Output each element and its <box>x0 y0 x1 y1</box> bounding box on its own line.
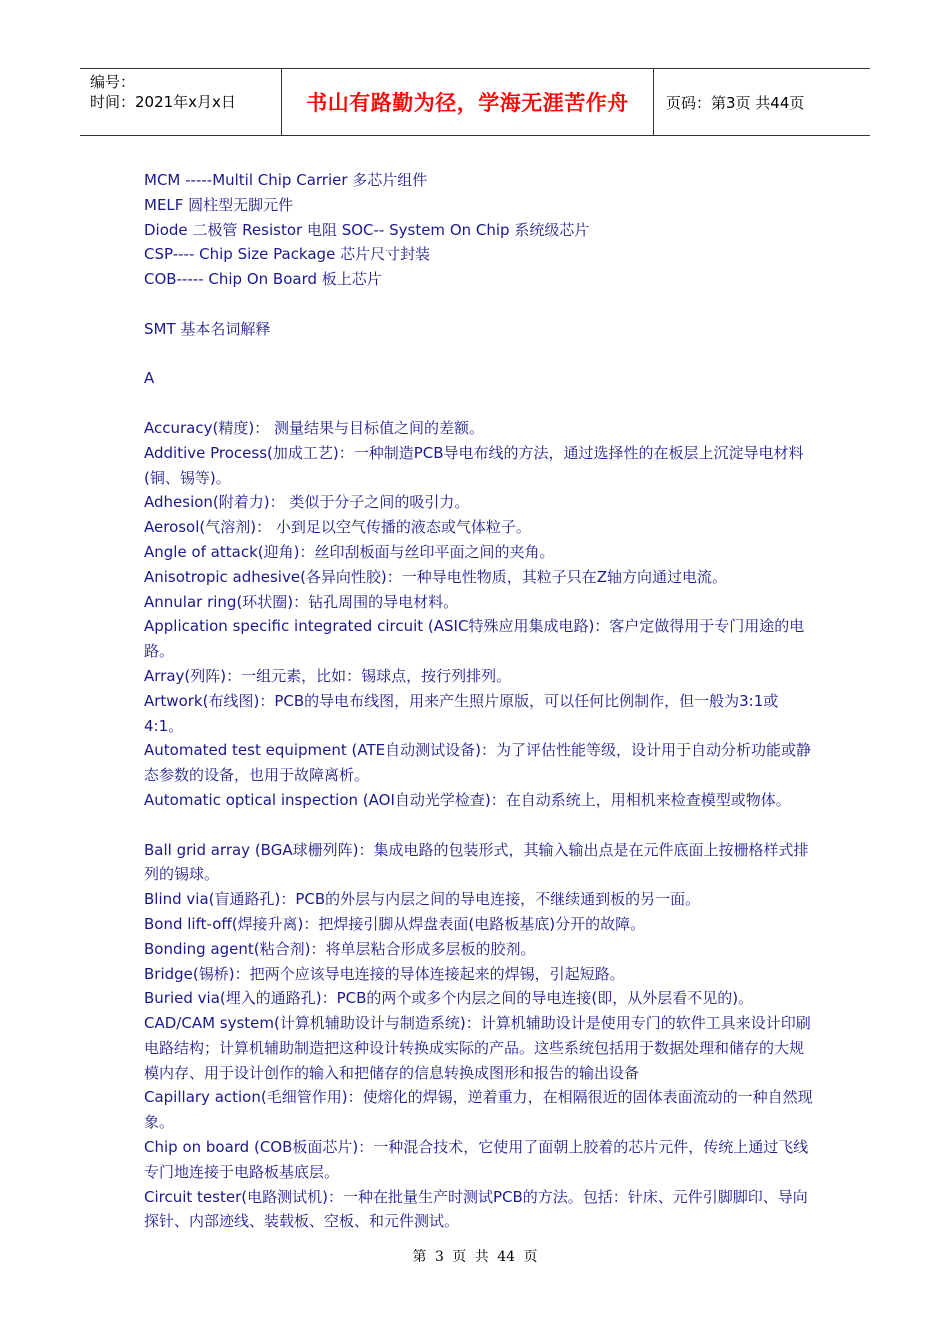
glossary-entry: CAD/CAM system(计算机辅助设计与制造系统)：计算机辅助设计是使用专门的软件工具来设计印刷电路结构；计算机辅助制造把这种设计转换成实际的产品。这些系统包括用于数据处理和储存的大规模内存、用于设计创作的输入和把储存的信息转换成图形和报告的输出设备 <box>144 1014 811 1082</box>
section-title: SMT 基本名词解释 <box>144 319 271 338</box>
document-body <box>144 168 816 1234</box>
glossary-entry: Annular ring(环状圈)：钻孔周围的导电材料。 <box>144 592 459 611</box>
glossary-entry: Buried via(埋入的通路孔)：PCB的两个或多个内层之间的导电连接(即，从外层看不见的)。 <box>144 989 754 1008</box>
header-meta <box>80 69 282 135</box>
glossary-entry: Bridge(锡桥)：把两个应该导电连接的导体连接起来的焊锡，引起短路。 <box>144 964 625 983</box>
glossary-entry: Capillary action(毛细管作用)：使熔化的焊锡，逆着重力，在相隔很近的固体表面流动的一种自然现象。 <box>144 1088 813 1132</box>
glossary-entry: Automated test equipment (ATE自动测试设备)：为了评估性能等级，设计用于自动分析功能或静态参数的设备，也用于故障离析。 <box>144 741 811 785</box>
glossary-entry: Bonding agent(粘合剂)：将单层粘合形成多层板的胶剂。 <box>144 939 536 958</box>
letter-heading-a: A <box>144 369 155 388</box>
glossary-entry: Angle of attack(迎角)：丝印刮板面与丝印平面之间的夹角。 <box>144 542 555 561</box>
intro-line: Diode 二极管 Resistor 电阻 SOC-- System On Chip 系统级芯片 <box>144 220 590 239</box>
serial-label: 编号： <box>90 73 136 91</box>
glossary-entry: Bond lift-off(焊接升离)：把焊接引脚从焊盘表面(电路板基底)分开的故障。 <box>144 914 646 933</box>
intro-line: CSP---- Chip Size Package 芯片尺寸封装 <box>144 245 431 264</box>
glossary-entry: Automatic optical inspection (AOI自动光学检查)：在自动系统上，用相机来检查模型或物体。 <box>144 790 791 809</box>
glossary-entry: Circuit tester(电路测试机)：一种在批量生产时测试PCB的方法。包括：针床、元件引脚脚印、导向探针、内部迹线、装载板、空板、和元件测试。 <box>144 1187 808 1231</box>
glossary-entry: Adhesion(附着力)： 类似于分子之间的吸引力。 <box>144 493 470 512</box>
page-footer: 第 3 页 共 44 页 <box>412 1249 538 1265</box>
intro-line: COB----- Chip On Board 板上芯片 <box>144 270 382 289</box>
glossary-entry: Accuracy(精度)： 测量结果与目标值之间的差额。 <box>144 418 484 437</box>
header-page-info: 页码：第3页 共44页 <box>666 93 805 112</box>
intro-line: MCM -----Multil Chip Carrier 多芯片组件 <box>144 171 428 189</box>
glossary-entry: Artwork(布线图)：PCB的导电布线图，用来产生照片原版，可以任何比例制作，但一般为3:1或4:1。 <box>144 691 779 735</box>
glossary-entry: Ball grid array (BGA球栅列阵)：集成电路的包装形式，其输入输出点是在元件底面上按栅格样式排列的锡球。 <box>144 840 809 884</box>
glossary-entry: Chip on board (COB板面芯片)：一种混合技术，它使用了面朝上胶着的芯片元件，传统上通过飞线专门地连接于电路板基底层。 <box>144 1138 809 1181</box>
glossary-entry: Anisotropic adhesive(各异向性胶)：一种导电性物质，其粒子只在Z轴方向通过电流。 <box>144 567 728 586</box>
glossary-entry: Application specific integrated circuit (ASIC特殊应用集成电路)：客户定做得用于专门用途的电路。 <box>144 617 805 661</box>
glossary-entry: Blind via(盲通路孔)：PCB的外层与内层之间的导电连接，不继续通到板的另一面。 <box>144 890 701 909</box>
page-header <box>80 68 870 136</box>
glossary-entry: Additive Process(加成工艺)：一种制造PCB导电布线的方法，通过选择性的在板层上沉淀导电材料(铜、锡等)。 <box>144 443 804 487</box>
intro-line: MELF 圆柱型无脚元件 <box>144 195 294 214</box>
header-motto: 书山有路勤为径，学海无涯苦作舟 <box>282 69 654 135</box>
glossary-entry: Aerosol(气溶剂)： 小到足以空气传播的液态或气体粒子。 <box>144 518 531 537</box>
glossary-entry: Array(列阵)：一组元素，比如：锡球点，按行列排列。 <box>144 666 512 685</box>
time-label: 时间：2021年x月x日 <box>90 93 236 111</box>
